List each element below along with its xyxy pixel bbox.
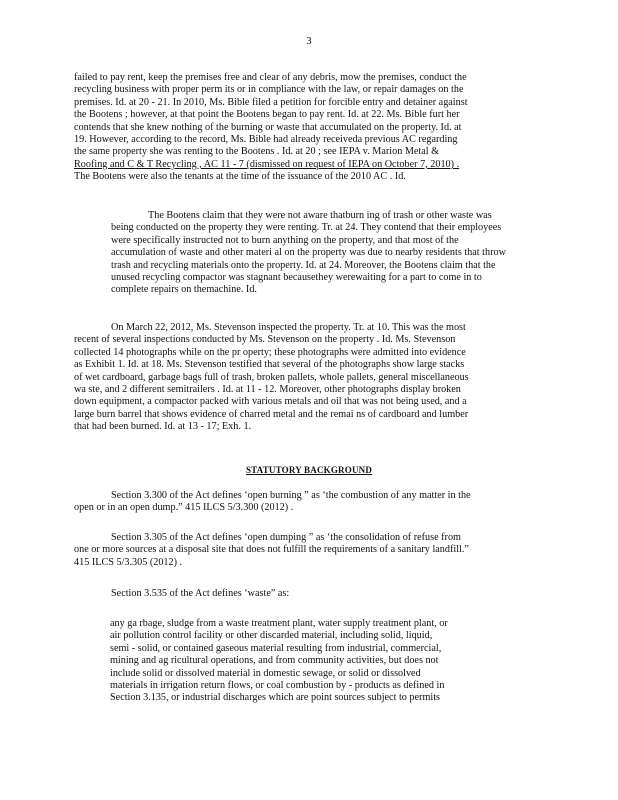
definition-waste-intro [74, 588, 534, 600]
paragraph-line: of wet cardboard, garbage bags full of trash, broken pallets, whole pallets, general miscellaneous [74, 371, 469, 383]
paragraph-line: as Exhibit 1. Id. at 18. Ms. Stevenson testified that several of the photographs show large stacks [74, 359, 465, 371]
paragraph-tenant-obligations [74, 72, 534, 184]
paragraph-line: being conducted on the property they were renting. Tr. at 24. They contend that their employees [111, 222, 502, 234]
page-number: 3 [306, 36, 312, 47]
paragraph-line: failed to pay rent, keep the premises free and clear of any debris, mow the premises, conduct the [74, 72, 467, 83]
paragraph-line: Section 3.535 of the Act defines ‘waste” as: [111, 588, 290, 599]
quote-line: any ga rbage, sludge from a waste treatment plant, water supply treatment plant, or [110, 618, 448, 629]
definition-open-dumping [74, 532, 534, 569]
paragraph-line: down equipment, a compactor packed with various metals and oil that was not being used, and a [74, 396, 467, 408]
paragraph-line: that had been burned. Id. at 13 - 17; Exh. 1. [74, 421, 252, 433]
section-heading [0, 464, 618, 476]
paragraph-line: 19. However, according to the record, Ms. Bible had already receiveda previous AC regarding [74, 134, 458, 146]
waste-definition-quote [110, 618, 500, 705]
definition-open-burning [74, 490, 534, 515]
paragraph-line: complete repairs on themachine. Id. [111, 284, 257, 296]
paragraph-line: trash and recycling materials onto the property. Id. at 24. Moreover, the Bootens claim that the [111, 259, 496, 271]
paragraph-line: Section 3.305 of the Act defines ‘open dumping ” as ‘the consolidation of refuse from [111, 532, 461, 543]
quote-line: materials in irrigation return flows, or coal combustion by - products as defined in [110, 680, 445, 692]
paragraph-line: unused recycling compactor was stagnant becausethey werewaiting for a part to come in to [111, 272, 482, 284]
paragraph-line: Section 3.300 of the Act defines ‘open burning ” as ‘the combustion of any matter in the [111, 490, 471, 501]
paragraph-line: Roofing and C & T Recycling , AC 11 - 7 (dismissed on request of IEPA on October 7, 2010) . [74, 158, 460, 170]
quote-line: include solid or dissolved material in domestic sewage, or solid or dissolved [110, 667, 421, 679]
paragraph-line: 415 ILCS 5/3.305 (2012) . [74, 556, 183, 568]
quote-line: semi - solid, or contained gaseous material resulting from industrial, commercial, [110, 642, 442, 654]
paragraph-line: were specifically instructed not to burn anything on the property, and that most of the [111, 234, 459, 246]
paragraph-line: recent of several inspections conducted by Ms. Stevenson on the property . Id. Ms. Stevenson [74, 334, 456, 346]
paragraph-line: one or more sources at a disposal site that does not fulfill the requirements of a sanitary landfill.” [74, 544, 469, 556]
paragraph-line: the same property she was renting to the Bootens . Id. at 20 ; see IEPA v. Marion Metal & [74, 146, 440, 158]
paragraph-line: open or in an open dump.” 415 ILCS 5/3.300 (2012) . [74, 502, 294, 514]
paragraph-line: collected 14 photographs while on the pr operty; these photographs were admitted into evidence [74, 346, 466, 358]
paragraph-line: contends that she knew nothing of the burning or waste that accumulated on the property. Id. at [74, 121, 462, 133]
paragraph-line: premises. Id. at 20 - 21. In 2010, Ms. Bible filed a petition for forcible entry and detainer against [74, 96, 468, 108]
paragraph-line: The Bootens claim that they were not aware thatburn ing of trash or other waste was [148, 210, 492, 221]
quote-line: mining and ag ricultural operations, and from community activities, but does not [110, 655, 439, 667]
paragraph-line: On March 22, 2012, Ms. Stevenson inspected the property. Tr. at 10. This was the most [111, 322, 466, 333]
quote-line: air pollution control facility or other discarded material, including solid, liquid, [110, 630, 433, 642]
paragraph-line: wa ste, and 2 different semitrailers . Id. at 11 - 12. Moreover, other photographs display broken [74, 384, 461, 396]
section-heading-text: STATUTORY BACKGROUND [245, 465, 373, 475]
paragraph-line: accumulation of waste and other materi al on the property was due to nearby residents that throw [111, 247, 506, 259]
paragraph-inspection [74, 322, 534, 434]
paragraph-line: the Bootens ; however, at that point the Bootens began to pay rent. Id. at 22. Ms. Bible furt her [74, 109, 460, 121]
paragraph-bootens-claim [74, 210, 534, 297]
paragraph-line: recycling business with proper perm its or in compliance with the law, or repair damages on the [74, 84, 464, 96]
paragraph-line: The Bootens were also the tenants at the time of the issuance of the 2010 AC . Id. [74, 171, 406, 183]
quote-line: Section 3.135, or industrial discharges which are point sources subject to permits [110, 692, 440, 704]
paragraph-line: large burn barrel that shows evidence of charred metal and the remai ns of cardboard and lumber [74, 408, 469, 420]
